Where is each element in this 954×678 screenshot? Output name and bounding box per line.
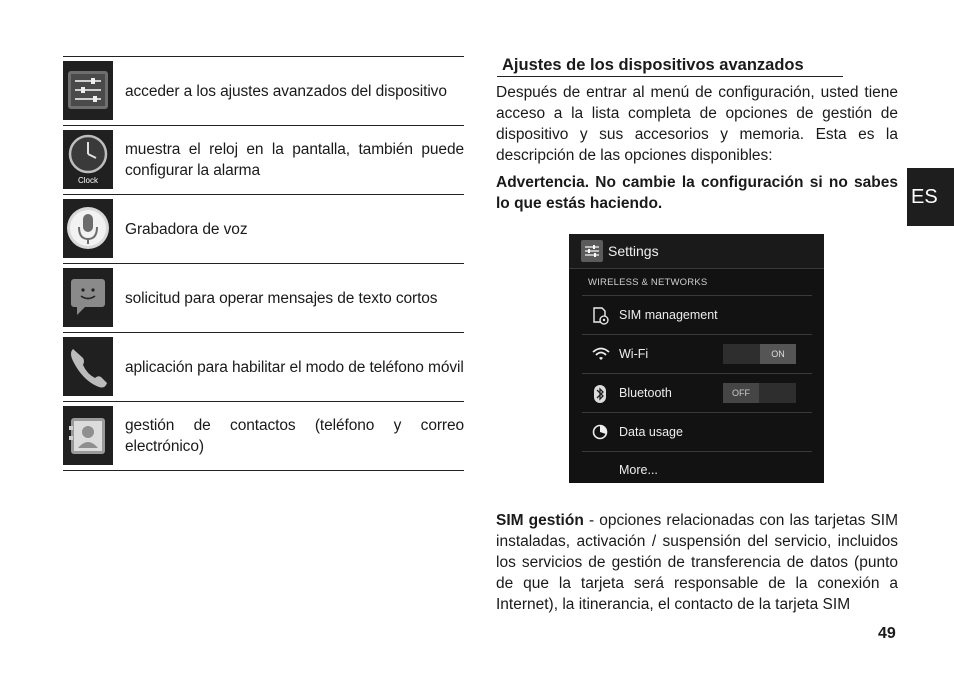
wifi-toggle[interactable] (723, 344, 796, 364)
row-description: acceder a los ajustes avanzados del dispositivo (125, 82, 447, 100)
settings-icon (581, 240, 603, 262)
section-title: Ajustes de los dispositivos avanzados (497, 55, 843, 77)
menu-item-data-usage[interactable] (582, 413, 812, 451)
contacts-icon (63, 406, 113, 465)
data-usage-icon (592, 424, 608, 440)
settings-title: Settings (608, 243, 659, 259)
menu-item-label: Wi-Fi (619, 347, 649, 361)
toggle-state: ON (760, 344, 796, 364)
intro-paragraph: Después de entrar al menú de configuración, usted tiene acceso a la lista completa de opciones de gestión de dispositivo y sus accesorios y memoria. Esta es la descripción de las opciones disponibles: (496, 84, 898, 164)
sim-paragraph (496, 510, 898, 615)
row-description: Grabadora de voz (125, 220, 248, 238)
menu-item-label: Bluetooth (619, 386, 672, 400)
sim-label: SIM gestión (496, 512, 584, 529)
menu-item-label: Data usage (619, 425, 683, 439)
settings-screenshot (569, 234, 824, 483)
wifi-icon (592, 346, 608, 362)
table-row (63, 56, 464, 125)
menu-item-label: SIM management (619, 308, 718, 322)
menu-item-bluetooth[interactable] (582, 374, 812, 412)
phone-icon (63, 337, 113, 396)
bluetooth-icon (592, 385, 608, 401)
page-number: 49 (878, 625, 896, 642)
toggle-state: OFF (723, 383, 759, 403)
clock-icon (63, 130, 113, 189)
microphone-icon (63, 199, 113, 258)
row-description: gestión de contactos (teléfono y correo electrónico) (125, 417, 464, 455)
row-description: aplicación para habilitar el modo de teléfono móvil (125, 358, 464, 376)
sim-description: - opciones relacionadas con las tarjetas SIM instaladas, activación / suspensión del servicio, incluidos los servicios de gestión de transferencia de datos (punto de que la tarjeta será responsable de la conexión a Internet), la itinerancia, el contacto de la tarjeta SIM (496, 512, 899, 613)
bluetooth-toggle[interactable] (723, 383, 796, 403)
menu-item-label: More... (619, 463, 658, 477)
table-row (63, 263, 464, 332)
table-row (63, 194, 464, 263)
clock-caption: Clock (77, 176, 98, 185)
row-description: muestra el reloj en la pantalla, también puede configurar la alarma (125, 141, 464, 179)
table-row (63, 332, 464, 401)
language-tab: ES (907, 168, 954, 226)
warning-paragraph: Advertencia. No cambie la configuración si no sabes lo que estás haciendo. (496, 174, 898, 212)
table-row (63, 125, 464, 194)
menu-item-wifi[interactable] (582, 335, 812, 373)
settings-header (569, 234, 824, 269)
table-row (63, 401, 464, 471)
messaging-icon (63, 268, 113, 327)
menu-item-more[interactable] (582, 452, 812, 483)
app-icon-table (63, 56, 464, 471)
row-description: solicitud para operar mensajes de texto cortos (125, 289, 438, 307)
sim-settings-icon (592, 307, 608, 323)
settings-icon (63, 61, 113, 120)
menu-item-sim-management[interactable] (582, 296, 812, 334)
section-header: WIRELESS & NETWORKS (588, 277, 708, 288)
